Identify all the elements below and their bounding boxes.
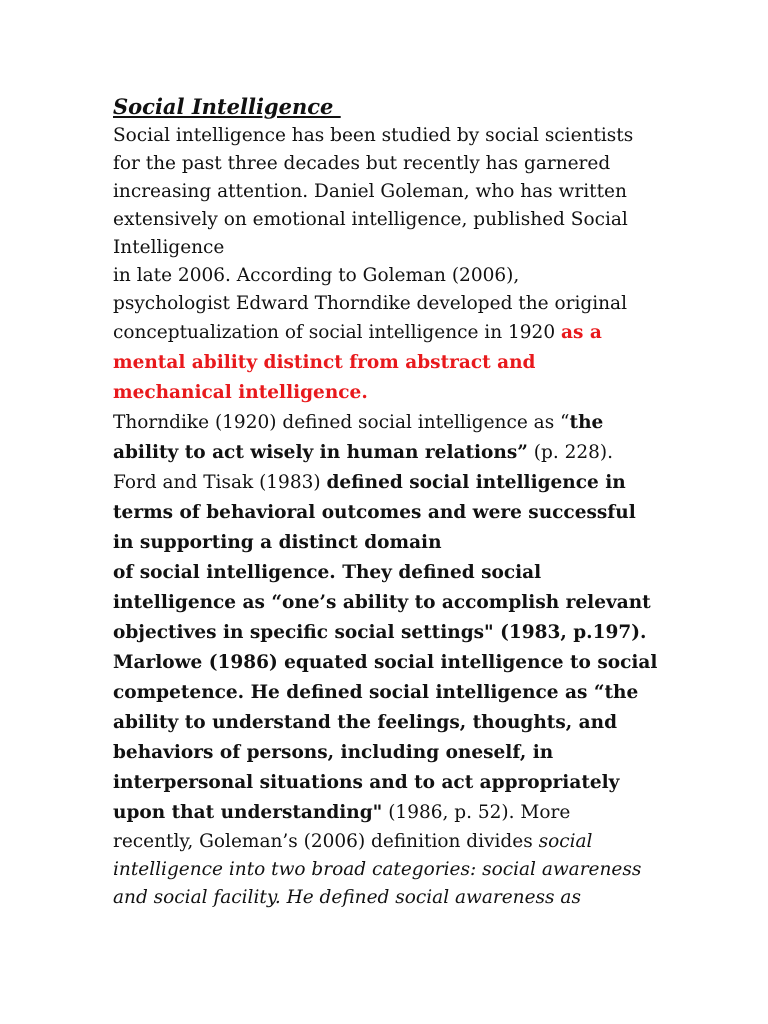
bold-text: of social intelligence. They defined social: [113, 562, 542, 583]
text-run: (p. 228).: [527, 442, 614, 463]
bold-text: terms of behavioral outcomes and were successful: [113, 502, 636, 523]
body-text: [113, 122, 673, 912]
text-line: [113, 234, 673, 262]
text-run: Ford and Tisak (1983): [113, 472, 327, 493]
text-line: [113, 438, 673, 468]
text-run: (1986, p. 52). More: [382, 802, 571, 823]
bold-text: upon that understanding": [113, 802, 383, 823]
text-line: [113, 738, 673, 768]
text-run: Thorndike (1920) defined social intelligence as “: [113, 412, 570, 433]
text-line: [113, 528, 673, 558]
bold-text: behaviors of persons, including oneself, in: [113, 742, 554, 763]
bold-text: Marlowe (1986) equated social intelligence to social: [113, 652, 658, 673]
italic-text: and social facility. He defined social awareness as: [113, 887, 581, 908]
text-line: [113, 618, 673, 648]
text-run: increasing attention. Daniel Goleman, who has written: [113, 181, 627, 202]
bold-text: in supporting a distinct domain: [113, 532, 442, 553]
italic-text: intelligence into two broad categories: social awareness: [113, 859, 642, 880]
text-run: for the past three decades but recently has garnered: [113, 153, 611, 174]
document-body: [113, 92, 673, 912]
text-line: [113, 884, 673, 912]
bold-text: defined social intelligence in: [326, 472, 626, 493]
text-run: psychologist Edward Thorndike developed the original: [113, 293, 628, 314]
highlighted-text: as a: [560, 322, 602, 343]
text-line: [113, 318, 673, 348]
bold-text: competence. He defined social intelligence as “the: [113, 682, 639, 703]
text-run: conceptualization of social intelligence in 1920: [113, 322, 561, 343]
text-line: [113, 378, 673, 408]
text-run: extensively on emotional intelligence, published Social: [113, 209, 628, 230]
highlighted-text: mechanical intelligence.: [113, 382, 368, 403]
bold-text: the: [569, 412, 604, 433]
bold-text: interpersonal situations and to act appropriately: [113, 772, 620, 793]
text-line: [113, 290, 673, 318]
bold-text: objectives in specific social settings" (1983, p.197).: [113, 622, 647, 643]
text-line: [113, 122, 673, 150]
italic-text: social: [538, 831, 593, 852]
text-line: [113, 498, 673, 528]
text-line: [113, 588, 673, 618]
document-title: Social Intelligence: [113, 94, 341, 119]
text-run: in late 2006. According to Goleman (2006),: [113, 265, 520, 286]
text-line: [113, 828, 673, 856]
text-line: [113, 768, 673, 798]
text-run: recently, Goleman’s (2006) definition divides: [113, 831, 539, 852]
text-line: [113, 708, 673, 738]
bold-text: intelligence as “one’s ability to accomplish relevant: [113, 592, 651, 613]
text-line: [113, 262, 673, 290]
text-line: [113, 206, 673, 234]
text-line: [113, 798, 673, 828]
text-line: [113, 648, 673, 678]
bold-text: ability to act wisely in human relations”: [113, 442, 528, 463]
text-line: [113, 678, 673, 708]
text-line: [113, 178, 673, 206]
text-run: Intelligence: [113, 237, 225, 258]
text-line: [113, 408, 673, 438]
text-run: Social intelligence has been studied by social scientists: [113, 125, 634, 146]
text-line: [113, 856, 673, 884]
text-line: [113, 348, 673, 378]
text-line: [113, 150, 673, 178]
bold-text: ability to understand the feelings, thoughts, and: [113, 712, 618, 733]
text-line: [113, 558, 673, 588]
highlighted-text: mental ability distinct from abstract and: [113, 352, 536, 373]
text-line: [113, 468, 673, 498]
